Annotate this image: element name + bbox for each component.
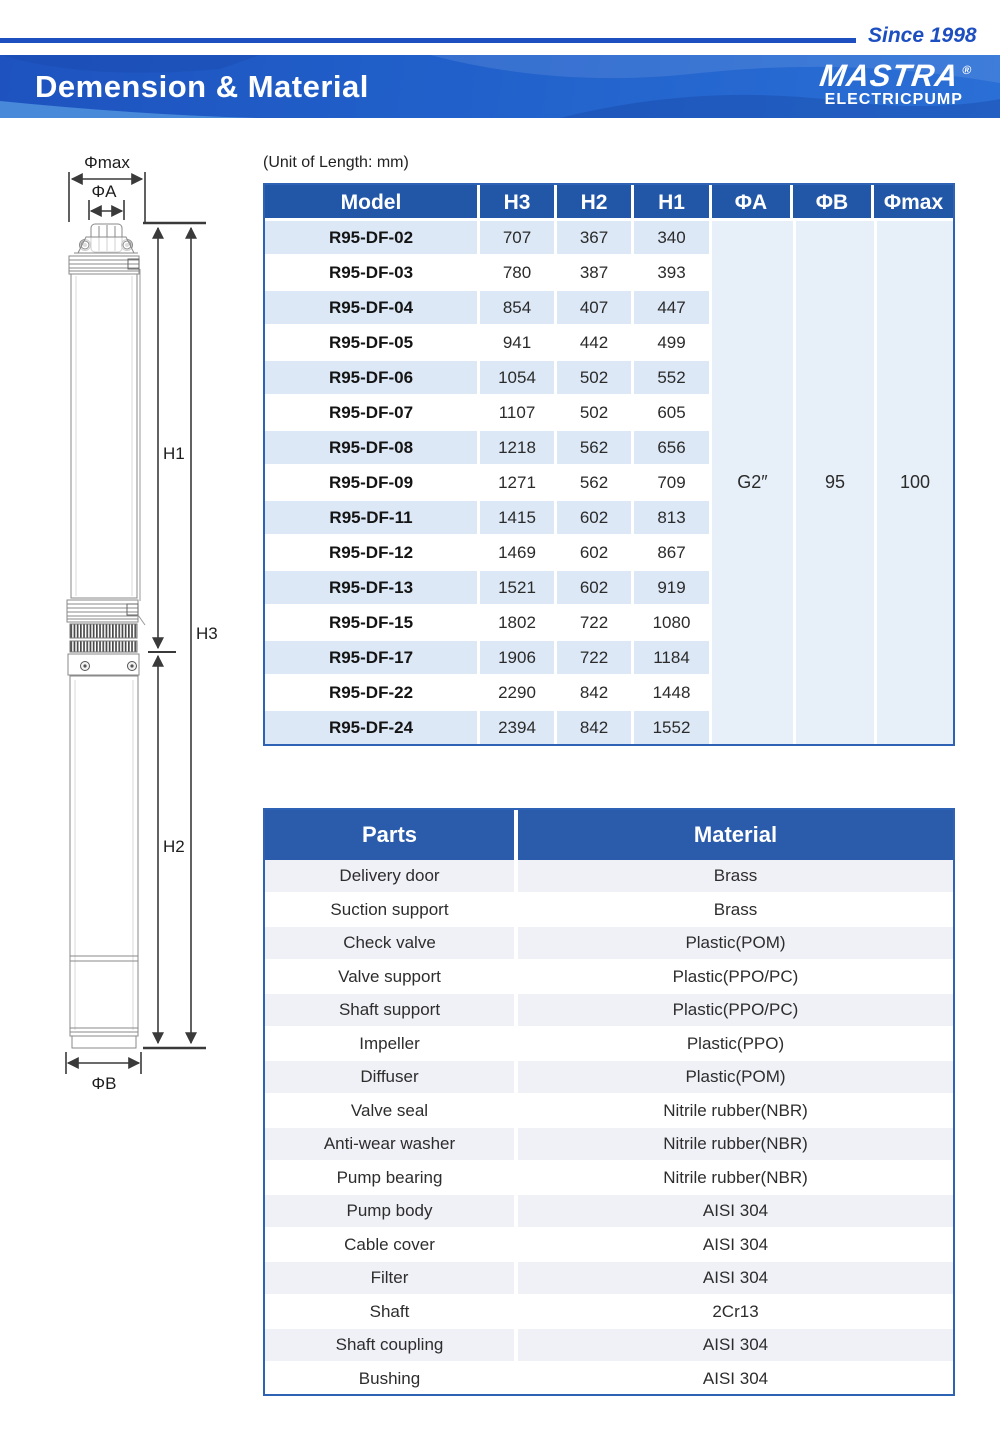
part-cell: Diffuser [265, 1061, 518, 1093]
material-cell: Plastic(PPO/PC) [672, 966, 799, 986]
part-cell: Bushing [265, 1363, 518, 1395]
table-row [265, 571, 712, 606]
h2-cell: 602 [557, 536, 634, 569]
model-cell: R95-DF-07 [265, 396, 480, 429]
material-cell: Brass [713, 899, 758, 919]
dimensions-table-header [265, 185, 953, 221]
table-row [265, 1229, 953, 1263]
h3-cell: 1469 [480, 536, 557, 569]
part-cell: Valve seal [265, 1095, 518, 1127]
h1-cell: 709 [634, 466, 712, 499]
table-row [265, 361, 712, 396]
h2-cell: 367 [557, 221, 634, 254]
h1-cell: 1552 [634, 711, 712, 744]
h1-cell: 340 [634, 221, 712, 254]
table-row [265, 994, 953, 1028]
part-cell: Pump bearing [265, 1162, 518, 1194]
table-row [265, 1162, 953, 1196]
h2-cell: 407 [557, 291, 634, 324]
table-row [265, 291, 712, 326]
h3-cell: 2290 [480, 676, 557, 709]
h2-cell: 502 [557, 396, 634, 429]
brand-subtitle: ELECTRICPUMP [824, 91, 963, 108]
parts-table-header [265, 810, 953, 860]
h2-cell: 602 [557, 501, 634, 534]
model-cell: R95-DF-05 [265, 326, 480, 359]
part-cell: Suction support [265, 894, 518, 926]
table-row [265, 894, 953, 928]
table-row [265, 1095, 953, 1129]
h2-cell: 502 [557, 361, 634, 394]
h2-cell: 722 [557, 606, 634, 639]
model-cell: R95-DF-22 [265, 676, 480, 709]
h2-cell: 562 [557, 466, 634, 499]
model-cell: R95-DF-03 [265, 256, 480, 289]
material-cell: Brass [713, 866, 758, 885]
model-cell: R95-DF-24 [265, 711, 480, 744]
since-1998-label: Since 1998 [868, 24, 977, 47]
dimensions-table-rows [265, 221, 712, 744]
model-cell: R95-DF-12 [265, 536, 480, 569]
h1-cell: 867 [634, 536, 712, 569]
table-row [265, 431, 712, 466]
table-row [265, 711, 712, 744]
material-cell: Plastic(POM) [685, 933, 786, 952]
table-row [265, 606, 712, 641]
h2-cell: 562 [557, 431, 634, 464]
pump-outline [67, 224, 145, 1048]
table-row [265, 1262, 953, 1296]
model-cell: R95-DF-02 [265, 221, 480, 254]
phi-b-merged-cell: 95 [793, 221, 874, 744]
material-cell: Nitrile rubber(NBR) [663, 1134, 808, 1153]
column-header-phi-max: Φmax [874, 185, 953, 221]
part-cell: Pump body [265, 1195, 518, 1227]
material-cell: AISI 304 [702, 1201, 769, 1220]
h2-cell: 842 [557, 711, 634, 744]
brand-logo [817, 58, 973, 108]
h3-cell: 1906 [480, 641, 557, 674]
model-cell: R95-DF-08 [265, 431, 480, 464]
material-cell: Nitrile rubber(NBR) [663, 1167, 808, 1187]
material-cell: 2Cr13 [712, 1301, 759, 1321]
part-cell: Filter [265, 1262, 518, 1294]
table-row [265, 1028, 953, 1062]
column-header-phi-a: ΦA [712, 185, 793, 221]
material-cell: AISI 304 [702, 1368, 769, 1388]
table-row [265, 641, 712, 676]
parts-table-rows [265, 860, 953, 1394]
table-row [265, 1128, 953, 1162]
column-header-parts: Parts [265, 810, 518, 860]
h1-cell: 1184 [634, 641, 712, 674]
brand-name: MASTRA [817, 58, 961, 93]
merged-diameter-columns [712, 221, 953, 744]
material-cell: Plastic(PPO/PC) [672, 1000, 799, 1019]
h3-cell: 2394 [480, 711, 557, 744]
h1-cell: 605 [634, 396, 712, 429]
table-row [265, 860, 953, 894]
phi-a-label: ΦA [91, 182, 117, 201]
phi-max-label: Φmax [84, 153, 130, 172]
column-header-h2: H2 [557, 185, 634, 221]
h1-cell: 552 [634, 361, 712, 394]
h2-label: H2 [163, 837, 185, 856]
table-row [265, 396, 712, 431]
h3-cell: 1802 [480, 606, 557, 639]
part-cell: Delivery door [265, 860, 518, 892]
part-cell: Anti-wear washer [265, 1128, 518, 1160]
table-row [265, 1195, 953, 1229]
parts-material-table [263, 808, 955, 1396]
table-row [265, 961, 953, 995]
table-row [265, 221, 712, 256]
column-header-phi-b: ΦB [793, 185, 874, 221]
h3-cell: 1107 [480, 396, 557, 429]
part-cell: Shaft coupling [265, 1329, 518, 1361]
header-rule [0, 38, 856, 43]
h3-cell: 1271 [480, 466, 557, 499]
part-cell: Check valve [265, 927, 518, 959]
phi-a-merged-cell: G2″ [712, 221, 793, 744]
material-cell: Plastic(POM) [685, 1067, 786, 1086]
registered-mark-icon: ® [961, 63, 973, 77]
dimensions-table [263, 183, 955, 746]
h2-cell: 442 [557, 326, 634, 359]
h3-cell: 1218 [480, 431, 557, 464]
pump-diagram [0, 140, 260, 1100]
table-row [265, 676, 712, 711]
h3-label: H3 [196, 624, 218, 643]
h3-cell: 1054 [480, 361, 557, 394]
h3-cell: 780 [480, 256, 557, 289]
table-row [265, 1329, 953, 1363]
model-cell: R95-DF-15 [265, 606, 480, 639]
h2-cell: 842 [557, 676, 634, 709]
h3-cell: 1415 [480, 501, 557, 534]
table-row [265, 256, 712, 291]
part-cell: Valve support [265, 961, 518, 993]
model-cell: R95-DF-17 [265, 641, 480, 674]
phi-max-merged-cell: 100 [874, 221, 953, 744]
model-cell: R95-DF-06 [265, 361, 480, 394]
unit-of-length-note: (Unit of Length: mm) [263, 154, 409, 171]
column-header-material: Material [693, 822, 778, 847]
table-row [265, 536, 712, 571]
table-row [265, 1296, 953, 1330]
brand-wordmark [817, 58, 973, 93]
h1-cell: 499 [634, 326, 712, 359]
model-cell: R95-DF-11 [265, 501, 480, 534]
table-row [265, 927, 953, 961]
h2-cell: 722 [557, 641, 634, 674]
h1-cell: 1080 [634, 606, 712, 639]
material-cell: Nitrile rubber(NBR) [663, 1100, 808, 1120]
part-cell: Shaft [265, 1296, 518, 1328]
h3-cell: 854 [480, 291, 557, 324]
material-cell: AISI 304 [702, 1335, 769, 1354]
page-title: Demension & Material [35, 69, 369, 104]
h3-cell: 707 [480, 221, 557, 254]
title-banner [0, 55, 1000, 118]
h3-cell: 941 [480, 326, 557, 359]
h1-cell: 813 [634, 501, 712, 534]
table-row [265, 501, 712, 536]
model-cell: R95-DF-09 [265, 466, 480, 499]
material-cell: AISI 304 [702, 1234, 769, 1254]
h1-cell: 393 [634, 256, 712, 289]
table-row [265, 466, 712, 501]
h1-cell: 656 [634, 431, 712, 464]
table-row [265, 1363, 953, 1395]
material-cell: AISI 304 [702, 1268, 769, 1287]
part-cell: Cable cover [265, 1229, 518, 1261]
part-cell: Impeller [265, 1028, 518, 1060]
model-cell: R95-DF-04 [265, 291, 480, 324]
phi-b-label: ΦB [91, 1074, 117, 1093]
column-header-model: Model [265, 185, 480, 221]
h1-label: H1 [163, 444, 185, 463]
h2-cell: 387 [557, 256, 634, 289]
h1-cell: 919 [634, 571, 712, 604]
table-row [265, 326, 712, 361]
h1-cell: 447 [634, 291, 712, 324]
material-cell: Plastic(PPO) [686, 1033, 785, 1053]
column-header-h1: H1 [634, 185, 712, 221]
h2-cell: 602 [557, 571, 634, 604]
h3-cell: 1521 [480, 571, 557, 604]
part-cell: Shaft support [265, 994, 518, 1026]
model-cell: R95-DF-13 [265, 571, 480, 604]
column-header-h3: H3 [480, 185, 557, 221]
table-row [265, 1061, 953, 1095]
h1-cell: 1448 [634, 676, 712, 709]
